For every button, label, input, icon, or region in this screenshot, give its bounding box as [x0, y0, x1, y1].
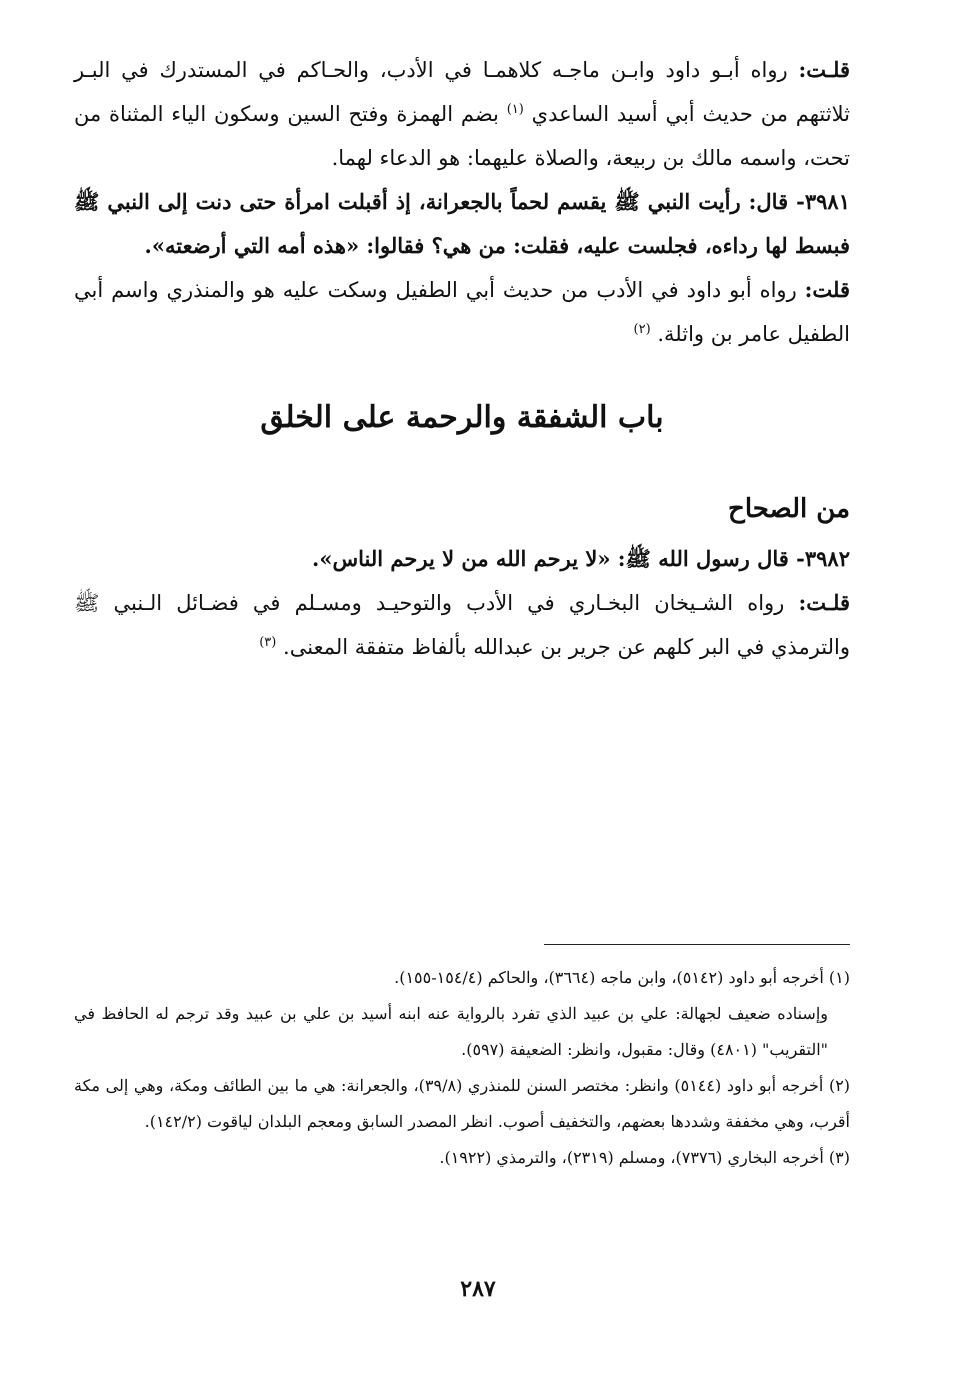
- footnote-2: (٢) أخرجه أبو داود (٥١٤٤) وانظر: مختصر السنن للمنذري (٣٩/٨)، والجعرانة: هي ما بين الطائف ومكة، وهي إلى مكة أقرب، وهي مخففة وشددها بعضهم، والتخفيف أصوب. انظر المصدر السابق ومعجم البلدان لياقوت (١٤٢/٢).: [74, 1076, 851, 1131]
- paragraph-text: رواه أبـو داود وابـن ماجـه كلاهمـا في الأدب، والحـاكم في المستدرك في البـر ثلاثتهم من حديث أبي أسيد الساعدي: [74, 58, 850, 126]
- footnote-1: (١) أخرجه أبو داود (٥١٤٢)، وابن ماجه (٣٦٦٤)، والحاكم (١٥٤/٤-١٥٥).: [394, 968, 850, 987]
- footnote-ref-2[interactable]: (٢): [633, 322, 651, 337]
- hadith-3981: ٣٩٨١- قال: رأيت النبي ﷺ يقسم لحماً بالجعرانة، إذ أقبلت امرأة حتى دنت إلى النبي ﷺ فبسط لها رداءه، فجلست عليه، فقلت: من هي؟ فقالوا: «هذه أمه التي أرضعته».: [74, 189, 850, 258]
- page-body: [74, 48, 850, 669]
- footnote-3: (٣) أخرجه البخاري (٧٣٧٦)، ومسلم (٢٣١٩)، والترمذي (١٩٢٢).: [439, 1148, 850, 1167]
- paragraph-lead: قلـت:: [798, 590, 850, 615]
- paragraph-3: [74, 268, 850, 356]
- footnote-ref-3[interactable]: (٣): [259, 635, 277, 650]
- paragraph-text: رواه الشـيخان البخـاري في الأدب والتوحيـد ومسـلم في فضـائل الـنبي ﷺ والترمذي في البر كلهم عن جرير بن عبدالله بألفاظ متفقة المعنى.: [74, 591, 850, 659]
- paragraph-5: [74, 581, 850, 669]
- paragraph-1: [74, 48, 850, 180]
- footnotes: [74, 960, 850, 1176]
- footnote-ref-1[interactable]: (١): [506, 102, 524, 117]
- paragraph-text-tail: بضم الهمزة وفتح السين وسكون الياء المثناة من تحت، واسمه مالك بن ربيعة، والصلاة عليهما: هو الدعاء لهما.: [74, 102, 850, 170]
- paragraph-text: رواه أبو داود في الأدب من حديث أبي الطفيل وسكت عليه هو والمنذري واسم أبي الطفيل عامر بن واثلة.: [74, 278, 850, 346]
- chapter-title: باب الشفقة والرحمة على الخلق: [260, 400, 664, 435]
- paragraph-lead: قلـت:: [798, 57, 850, 82]
- paragraph-lead: قلت:: [804, 277, 850, 302]
- footnote-1-continued: وإسناده ضعيف لجهالة: علي بن عبيد الذي تفرد بالرواية عنه ابنه أسيد بن علي بن عبيد وقد ترجم له الحافظ في "التقريب" (٤٨٠١) وقال: مقبول، وانظر: الضعيفة (٥٩٧).: [74, 1004, 828, 1059]
- page-number: ٢٨٧: [460, 1276, 496, 1302]
- hadith-3982: ٣٩٨٢- قال رسول الله ﷺ: «لا يرحم الله من لا يرحم الناس».: [312, 546, 850, 571]
- footnote-divider: [544, 944, 850, 945]
- section-title: من الصحاح: [728, 494, 850, 524]
